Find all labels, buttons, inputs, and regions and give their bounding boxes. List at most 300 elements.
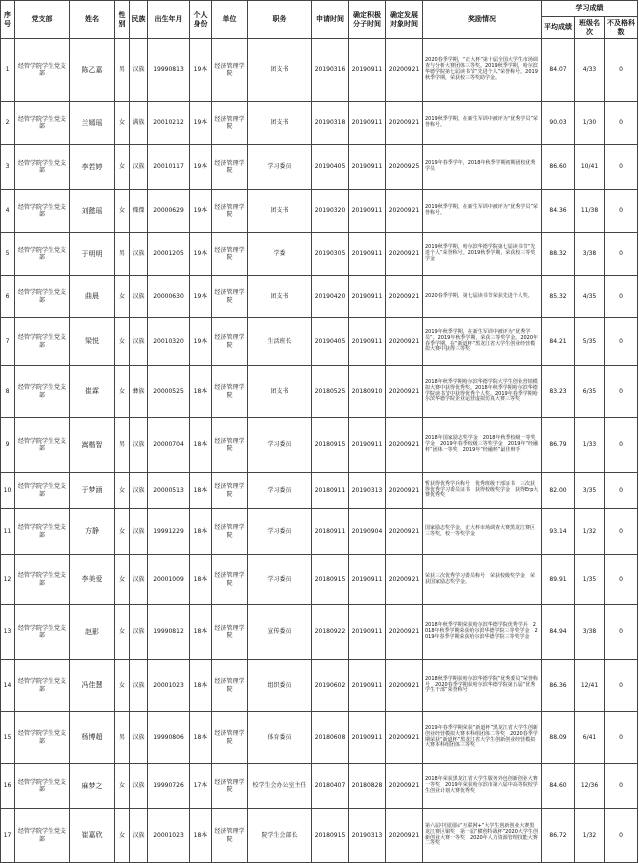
cell-avg: 88.09 [542,712,575,764]
cell-branch: 经管学院学生党支部 [15,366,70,418]
cell-seq: 14 [1,660,15,712]
cell-name: 李若婷 [70,145,115,190]
table-row [1,605,638,660]
cell-activist-date: 20180828 [349,764,386,809]
cell-fail: 0 [605,605,638,660]
cell-gender: 男 [115,39,130,102]
header-study-group: 学习成绩 [542,1,638,17]
header-unit: 单位 [212,1,248,39]
cell-position: 宣传委员 [248,605,312,660]
cell-identity: 18本 [190,418,212,473]
cell-awards: 2018年秋季学期哈尔滨华德学院大学生创业营销模拟大赛中获得优秀奖。2018年秋季学期哈尔滨华德学院读书节中获得优秀个人奖。2019年春季学期哈尔滨华德学院企业运营虚拟仿真大赛三等奖 [423,366,542,418]
cell-gender: 女 [115,318,130,366]
cell-apply-date: 20180911 [312,509,349,555]
cell-branch: 经管学院学生党支部 [15,318,70,366]
cell-fail: 0 [605,712,638,764]
cell-rank: 1/33 [575,418,605,473]
cell-name: 嵩楷智 [70,418,115,473]
cell-ethnicity: 满族 [130,102,148,145]
cell-dev-date: 20200921 [386,102,423,145]
cell-position: 生活班长 [248,318,312,366]
cell-awards: 2019年春季学期荣获“新道杯”黑龙江省大学生创新创业经营模拟大赛本科组团体二等奖 2020春季学期荣获“新道杯”黑龙江省大学生创新创业经营模拟大赛本科组团体三等奖 [423,712,542,764]
header-dev-date: 确定发展对象时间 [386,1,423,39]
cell-birth: 20001023 [148,660,190,712]
cell-position: 学委 [248,233,312,276]
cell-fail: 0 [605,473,638,509]
cell-name: 赵影 [70,605,115,660]
cell-birth: 20000629 [148,190,190,233]
cell-fail: 0 [605,233,638,276]
cell-avg: 85.32 [542,276,575,318]
cell-identity: 18本 [190,809,212,863]
cell-birth: 20010320 [148,318,190,366]
cell-ethnicity: 汉族 [130,233,148,276]
table-row [1,145,638,190]
header-activist-date: 确定积极分子时间 [349,1,386,39]
cell-unit: 经济管理学院 [212,605,248,660]
header-avg: 平均成绩 [542,17,575,39]
cell-seq: 16 [1,764,15,809]
cell-avg: 90.03 [542,102,575,145]
cell-position: 团支书 [248,366,312,418]
cell-dev-date: 20200921 [386,366,423,418]
header-branch: 党支部 [15,1,70,39]
cell-activist-date: 20190911 [349,39,386,102]
cell-gender: 女 [115,190,130,233]
cell-birth: 20000630 [148,276,190,318]
cell-seq: 12 [1,555,15,605]
cell-ethnicity: 汉族 [130,509,148,555]
cell-avg: 86.72 [542,809,575,863]
cell-name: 曲晨 [70,276,115,318]
cell-name: 崔霖 [70,366,115,418]
cell-rank: 1/30 [575,102,605,145]
header-rank: 班级名次 [575,17,605,39]
cell-fail: 0 [605,276,638,318]
table-row [1,712,638,764]
table-row [1,660,638,712]
cell-dev-date: 20200921 [386,809,423,863]
cell-ethnicity: 傈僳 [130,190,148,233]
cell-avg: 88.32 [542,233,575,276]
cell-ethnicity: 汉族 [130,712,148,764]
cell-avg: 82.00 [542,473,575,509]
cell-branch: 经管学院学生党支部 [15,605,70,660]
cell-position: 学习委员 [248,145,312,190]
cell-avg: 89.91 [542,555,575,605]
cell-position: 校学生会办公室主任 [248,764,312,809]
cell-name: 于梦涵 [70,473,115,509]
cell-dev-date: 20200921 [386,233,423,276]
cell-rank: 1/32 [575,509,605,555]
cell-fail: 0 [605,102,638,145]
cell-position: 学习委员 [248,418,312,473]
cell-position: 组织委员 [248,660,312,712]
cell-awards: 2018年秋季学期荣获哈尔滨华德学院优秀学兵 2018年秋季学期荣获哈尔滨华德学院三等奖学金 2019年春季学期荣获哈尔滨华德学院三等奖学金 [423,605,542,660]
table-row [1,233,638,276]
cell-identity: 19本 [190,39,212,102]
cell-ethnicity: 汉族 [130,145,148,190]
cell-name: 杨博超 [70,712,115,764]
header-ethnicity: 民族 [130,1,148,39]
cell-rank: 10/41 [575,145,605,190]
cell-birth: 19990726 [148,764,190,809]
cell-seq: 11 [1,509,15,555]
cell-activist-date: 20190911 [349,145,386,190]
cell-branch: 经管学院学生党支部 [15,809,70,863]
cell-ethnicity: 汉族 [130,318,148,366]
cell-unit: 经济管理学院 [212,145,248,190]
header-identity: 个人身份 [190,1,212,39]
cell-unit: 经济管理学院 [212,102,248,145]
cell-rank: 5/35 [575,318,605,366]
cell-ethnicity: 汉族 [130,660,148,712]
cell-ethnicity: 汉族 [130,418,148,473]
table-row [1,809,638,863]
cell-dev-date: 20200921 [386,764,423,809]
cell-seq: 1 [1,39,15,102]
cell-position: 学习委员 [248,555,312,605]
cell-identity: 19本 [190,190,212,233]
cell-branch: 经管学院学生党支部 [15,660,70,712]
cell-awards: 2019秋季学期，哈尔滨华德学院第七届读书节“先进个人”荣誉称号。2019秋季学期，荣获校三等奖学金 [423,233,542,276]
cell-name: 崔嘉欣 [70,809,115,863]
header-fail: 不及格科数 [605,17,638,39]
cell-apply-date: 20180922 [312,605,349,660]
cell-awards: 国家励志奖学金，正大杯市场调查大赛黑龙江赛区三等奖，校一等奖学金 [423,509,542,555]
cell-rank: 11/38 [575,190,605,233]
cell-unit: 经济管理学院 [212,509,248,555]
cell-apply-date: 20190318 [312,102,349,145]
cell-rank: 3/35 [575,473,605,509]
cell-dev-date: 20200921 [386,39,423,102]
cell-apply-date: 20190405 [312,145,349,190]
cell-branch: 经管学院学生党支部 [15,233,70,276]
cell-branch: 经管学院学生党支部 [15,418,70,473]
cell-apply-date: 20190602 [312,660,349,712]
cell-rank: 1/35 [575,555,605,605]
cell-awards: 2018年国家励志奖学金 2018年秋季校级一等奖学金 2019年春季校级三等奖学金 2019年“经融杯”团体一等奖 2019年“经融杯”最佳辩手 [423,418,542,473]
cell-apply-date: 20180915 [312,809,349,863]
cell-awards: 暂获得优秀学兵称号 优秀班级干部证书 三次获得优秀学习委员证书 获得校级奖学金 获得Erp大赛优秀奖 [423,473,542,509]
cell-gender: 女 [115,276,130,318]
table-row [1,190,638,233]
cell-ethnicity: 汉族 [130,39,148,102]
cell-name: 方静 [70,509,115,555]
header-name: 姓名 [70,1,115,39]
cell-unit: 经济管理学院 [212,764,248,809]
table-row [1,366,638,418]
cell-gender: 女 [115,809,130,863]
table-row [1,509,638,555]
cell-activist-date: 20190911 [349,605,386,660]
cell-apply-date: 20180407 [312,764,349,809]
cell-rank: 4/35 [575,276,605,318]
cell-avg: 86.36 [542,660,575,712]
cell-birth: 19991229 [148,509,190,555]
cell-activist-date: 20190313 [349,473,386,509]
cell-apply-date: 20190316 [312,39,349,102]
cell-birth: 20010117 [148,145,190,190]
cell-position: 团支书 [248,276,312,318]
cell-ethnicity: 汉族 [130,473,148,509]
cell-rank: 4/33 [575,39,605,102]
cell-identity: 17本 [190,764,212,809]
cell-rank: 12/36 [575,764,605,809]
cell-unit: 经济管理学院 [212,366,248,418]
cell-unit: 经济管理学院 [212,712,248,764]
cell-unit: 经济管理学院 [212,809,248,863]
cell-gender: 女 [115,660,130,712]
cell-dev-date: 20200921 [386,276,423,318]
cell-awards: 2018秋季学期获哈尔滨华德学院“优秀委员”荣誉称号 2020春季学期获哈尔滨华德学院第五届“优秀学生干部”荣誉称号 [423,660,542,712]
cell-seq: 8 [1,366,15,418]
cell-apply-date: 20180911 [312,473,349,509]
header-birth: 出生年月 [148,1,190,39]
cell-awards: 2020春季学期，第七届读书节荣获先进个人奖。 [423,276,542,318]
cell-name: 冯佳慧 [70,660,115,712]
cell-identity: 18本 [190,605,212,660]
cell-identity: 18本 [190,555,212,605]
cell-avg: 84.07 [542,39,575,102]
cell-branch: 经管学院学生党支部 [15,473,70,509]
cell-ethnicity: 汉族 [130,555,148,605]
cell-birth: 19990806 [148,712,190,764]
cell-dev-date: 20200921 [386,190,423,233]
cell-position: 学习委员 [248,509,312,555]
cell-branch: 经管学院学生党支部 [15,190,70,233]
cell-activist-date: 20190911 [349,555,386,605]
cell-rank: 3/38 [575,233,605,276]
cell-branch: 经管学院学生党支部 [15,509,70,555]
cell-seq: 4 [1,190,15,233]
cell-gender: 女 [115,145,130,190]
cell-unit: 经济管理学院 [212,276,248,318]
cell-fail: 0 [605,39,638,102]
cell-awards: 2018年荣获黑龙江省大学生服务外包创新创业大赛一等奖 2019年荣获哈尔滨市第六届中高等院校学生创业计划大赛优秀奖 [423,764,542,809]
cell-name: 于明明 [70,233,115,276]
cell-awards: 2019年秋季学期，在新生军训中被评为“优秀学员”。2019年秋季学期，荣获三等奖学金。2020年春季学期，在“新道杯”黑龙江省大学生创业经营模拟大赛中获得三等奖 [423,318,542,366]
cell-apply-date: 20180608 [312,712,349,764]
cell-gender: 女 [115,366,130,418]
cell-awards: 2019年春季学年，2018年秋季学期初期团校优秀学员 [423,145,542,190]
table-row [1,473,638,509]
cell-gender: 男 [115,233,130,276]
cell-ethnicity: 汉族 [130,276,148,318]
table-row [1,39,638,102]
cell-avg: 83.23 [542,366,575,418]
cell-gender: 女 [115,764,130,809]
cell-apply-date: 20180915 [312,418,349,473]
table-row [1,555,638,605]
cell-fail: 0 [605,190,638,233]
cell-birth: 20000704 [148,418,190,473]
cell-unit: 经济管理学院 [212,39,248,102]
cell-fail: 0 [605,764,638,809]
cell-unit: 经济管理学院 [212,555,248,605]
cell-unit: 经济管理学院 [212,233,248,276]
cell-apply-date: 20190305 [312,233,349,276]
cell-dev-date: 20200925 [386,145,423,190]
cell-branch: 经管学院学生党支部 [15,145,70,190]
header-awards: 奖励情况 [423,1,542,39]
cell-seq: 7 [1,318,15,366]
cell-activist-date: 20180910 [349,366,386,418]
cell-fail: 0 [605,809,638,863]
cell-branch: 经管学院学生党支部 [15,102,70,145]
cell-identity: 18本 [190,712,212,764]
cell-awards: 荣获三次优秀学习委员称号 荣获校级奖学金 荣获国家励志奖学金。 [423,555,542,605]
cell-position: 院学生会部长 [248,809,312,863]
cell-seq: 15 [1,712,15,764]
cell-gender: 女 [115,555,130,605]
cell-identity: 19本 [190,276,212,318]
cell-activist-date: 20190911 [349,418,386,473]
cell-branch: 经管学院学生党支部 [15,764,70,809]
cell-gender: 男 [115,418,130,473]
cell-activist-date: 20190911 [349,276,386,318]
cell-fail: 0 [605,366,638,418]
cell-seq: 5 [1,233,15,276]
cell-position: 学习委员 [248,473,312,509]
cell-identity: 19本 [190,102,212,145]
cell-rank: 6/41 [575,712,605,764]
cell-fail: 0 [605,660,638,712]
cell-position: 团支书 [248,39,312,102]
cell-seq: 9 [1,418,15,473]
cell-awards: 2020春季学期，“正大杯”第十届全国大学生市场调查与分析大赛团体三等奖。2019秋季学期，哈尔滨华德学院第七届读书节“先进个人”荣誉称号。2019秋季学期，荣获校三等奖助学金。 [423,39,542,102]
cell-dev-date: 20200921 [386,318,423,366]
cell-activist-date: 20190911 [349,190,386,233]
cell-identity: 19本 [190,318,212,366]
table-row [1,764,638,809]
cell-dev-date: 20200921 [386,660,423,712]
cell-awards: 2019秋季学期，在新生军训中被评为“优秀学员”荣誉称号。 [423,102,542,145]
cell-avg: 84.60 [542,764,575,809]
cell-name: 麻梦之 [70,764,115,809]
cell-rank: 6/35 [575,366,605,418]
cell-identity: 18本 [190,473,212,509]
cell-identity: 18本 [190,366,212,418]
cell-dev-date: 20200921 [386,473,423,509]
cell-activist-date: 20190911 [349,660,386,712]
cell-position: 团支书 [248,190,312,233]
cell-birth: 20001205 [148,233,190,276]
cell-name: 陈乙嘉 [70,39,115,102]
cell-activist-date: 20190911 [349,233,386,276]
cell-name: 梁悦 [70,318,115,366]
header-seq: 序号 [1,1,15,39]
cell-activist-date: 20190911 [349,102,386,145]
cell-apply-date: 20190420 [312,276,349,318]
cell-branch: 经管学院学生党支部 [15,39,70,102]
cell-birth: 19990812 [148,605,190,660]
cell-birth: 20000513 [148,473,190,509]
cell-branch: 经管学院学生党支部 [15,555,70,605]
cell-avg: 93.14 [542,509,575,555]
cell-avg: 84.21 [542,318,575,366]
cell-unit: 经济管理学院 [212,660,248,712]
cell-unit: 经济管理学院 [212,473,248,509]
cell-apply-date: 20180915 [312,555,349,605]
header-apply-date: 申请时间 [312,1,349,39]
cell-dev-date: 20200921 [386,509,423,555]
header-gender: 性别 [115,1,130,39]
cell-awards: 第六届中国国际“互联网+”大学生创新创业大赛黑龙江赛区铜奖 第一届“横创特战杯”2020大学生创新创业大赛一等奖 2020年人力资源管理技能大赛二等奖 [423,809,542,863]
cell-gender: 男 [115,712,130,764]
cell-fail: 0 [605,145,638,190]
cell-ethnicity: 彝族 [130,366,148,418]
cell-seq: 10 [1,473,15,509]
cell-unit: 经济管理学院 [212,190,248,233]
cell-apply-date: 20180525 [312,366,349,418]
cell-awards: 2019秋季学期，在新生军训中被评为“优秀学员”荣誉称号。 [423,190,542,233]
cell-seq: 2 [1,102,15,145]
cell-identity: 18本 [190,509,212,555]
cell-gender: 女 [115,473,130,509]
cell-branch: 经管学院学生党支部 [15,712,70,764]
cell-seq: 17 [1,809,15,863]
cell-avg: 86.60 [542,145,575,190]
cell-activist-date: 20190911 [349,712,386,764]
cell-identity: 19本 [190,233,212,276]
cell-ethnicity: 汉族 [130,809,148,863]
cell-activist-date: 20190911 [349,318,386,366]
cell-apply-date: 20190320 [312,190,349,233]
cell-birth: 20010212 [148,102,190,145]
cell-ethnicity: 汉族 [130,605,148,660]
cell-avg: 86.79 [542,418,575,473]
header-position: 职务 [248,1,312,39]
cell-avg: 84.94 [542,605,575,660]
cell-birth: 20000525 [148,366,190,418]
cell-dev-date: 20200921 [386,555,423,605]
table-row [1,418,638,473]
cell-dev-date: 20200921 [386,605,423,660]
table-row [1,102,638,145]
cell-activist-date: 20190313 [349,809,386,863]
table-row [1,318,638,366]
cell-seq: 3 [1,145,15,190]
cell-fail: 0 [605,509,638,555]
cell-fail: 0 [605,418,638,473]
cell-rank: 1/32 [575,809,605,863]
cell-ethnicity: 汉族 [130,764,148,809]
cell-unit: 经济管理学院 [212,418,248,473]
cell-unit: 经济管理学院 [212,318,248,366]
cell-dev-date: 20200921 [386,712,423,764]
cell-position: 体育委员 [248,712,312,764]
cell-branch: 经管学院学生党支部 [15,276,70,318]
cell-name: 兰嫣瑶 [70,102,115,145]
cell-name: 刘懿瑶 [70,190,115,233]
cell-identity: 19本 [190,145,212,190]
cell-rank: 3/38 [575,605,605,660]
cell-rank: 12/41 [575,660,605,712]
table-row [1,276,638,318]
cell-seq: 6 [1,276,15,318]
cell-gender: 女 [115,605,130,660]
cell-apply-date: 20190405 [312,318,349,366]
cell-avg: 84.36 [542,190,575,233]
cell-gender: 女 [115,509,130,555]
cell-gender: 女 [115,102,130,145]
cell-fail: 0 [605,318,638,366]
cell-activist-date: 20190904 [349,509,386,555]
cell-fail: 0 [605,555,638,605]
cell-seq: 13 [1,605,15,660]
cell-name: 李美爱 [70,555,115,605]
